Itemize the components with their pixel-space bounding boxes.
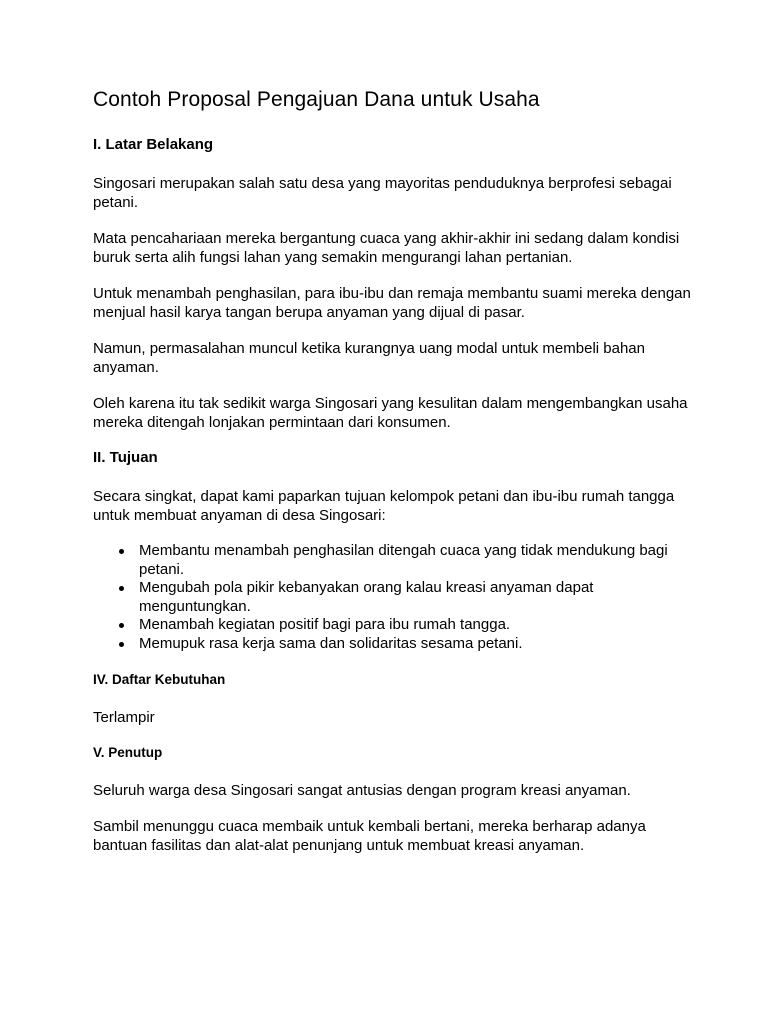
heading-latar-belakang: I. Latar Belakang	[93, 136, 214, 153]
paragraph-penutup-2: Sambil menunggu cuaca membaik untuk kembali bertani, mereka berharap adanya bantuan fasilitas dan alat-alat penunjang untuk membuat kreasi anyaman.	[93, 818, 646, 854]
list-item: Menambah kegiatan positif bagi para ibu rumah tangga.	[139, 616, 693, 635]
paragraph-penutup-1: Seluruh warga desa Singosari sangat antusias dengan program kreasi anyaman.	[93, 782, 631, 799]
paragraph-latar-4: Namun, permasalahan muncul ketika kurangnya uang modal untuk membeli bahan anyaman.	[93, 340, 645, 376]
paragraph-latar-3: Untuk menambah penghasilan, para ibu-ibu dan remaja membantu suami mereka dengan menjual hasil karya tangan berupa anyaman yang dijual di pasar.	[93, 285, 691, 321]
list-item: Memupuk rasa kerja sama dan solidaritas sesama petani.	[139, 635, 693, 654]
paragraph-latar-1: Singosari merupakan salah satu desa yang mayoritas penduduknya berprofesi sebagai petani.	[93, 175, 672, 211]
document-title: Contoh Proposal Pengajuan Dana untuk Usaha	[93, 88, 540, 111]
paragraph-tujuan-intro: Secara singkat, dapat kami paparkan tujuan kelompok petani dan ibu-ibu rumah tangga untuk membuat anyaman di desa Singosari:	[93, 488, 675, 524]
heading-daftar-kebutuhan: IV. Daftar Kebutuhan	[93, 672, 226, 687]
paragraph-latar-2: Mata pencahariaan mereka bergantung cuaca yang akhir-akhir ini sedang dalam kondisi buruk serta alih fungsi lahan yang semakin mengurangi lahan pertanian.	[93, 230, 680, 266]
document-page	[93, 86, 693, 872]
list-item: Mengubah pola pikir kebanyakan orang kalau kreasi anyaman dapat menguntungkan.	[139, 579, 693, 616]
heading-tujuan: II. Tujuan	[93, 449, 158, 466]
tujuan-list	[93, 542, 693, 653]
heading-penutup: V. Penutup	[93, 745, 163, 760]
paragraph-kebutuhan: Terlampir	[93, 709, 155, 726]
list-item: Membantu menambah penghasilan ditengah cuaca yang tidak mendukung bagi petani.	[139, 542, 693, 579]
paragraph-latar-5: Oleh karena itu tak sedikit warga Singosari yang kesulitan dalam mengembangkan usaha mereka ditengah lonjakan permintaan dari konsumen.	[93, 395, 688, 431]
